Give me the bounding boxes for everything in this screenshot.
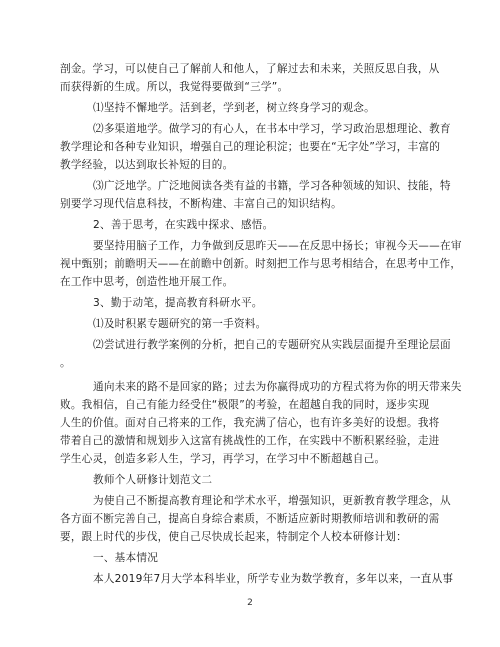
text-line: 视中甄别；前瞻明天——在前瞻中创新。时刻把工作与思考相结合，在思考中工作，	[60, 258, 462, 270]
text-line: 学生心灵，创造多彩人生，学习，再学习，在学习中不断超越自己。	[60, 453, 386, 465]
text-line: 各方面不断完善自己，提高自身综合素质，不断适应新时期教师培训和教研的需	[60, 513, 440, 525]
text-line: 剖金。学习，可以使自己了解前人和他人，了解过去和未来，关照反思自我，从	[60, 63, 440, 75]
section-heading: 2、善于思考，在实践中探求、感悟。	[93, 219, 274, 231]
text-line: 要坚持用脑子工作，力争做到反思昨天——在反思中扬长；审视今天——在审	[93, 240, 462, 252]
text-line: 教学经验，以达到取长补短的目的。	[60, 159, 234, 171]
page-number: 2	[247, 598, 253, 608]
text-line: ⑵尝试进行教学案例的分析，把自己的专题研究从实践层面提升至理论层面	[93, 339, 451, 351]
text-line: 。	[60, 357, 71, 369]
text-line: 在工作中思考，创造性地开展工作。	[60, 276, 234, 288]
text-line: 本人2019年7月大学本科毕业，所学专业为数学教育，多年以来，一直从事	[93, 573, 454, 585]
text-line: 要，跟上时代的步伐，使自己尽快成长起来，特制定个人校本研修计划：	[60, 531, 407, 543]
text-line: ⑶广泛地学。广泛地阅读各类有益的书籍，学习各种领域的知识、技能，特	[93, 180, 451, 192]
text-line: 带着自己的激情和规划步入这富有挑战性的工作，在实践中不断积累经验，走进	[60, 435, 440, 447]
text-line: 为使自己不断提高教育理论和学术水平，增强知识，更新教育教学理念，从	[93, 495, 451, 507]
text-line: 而获得新的生成。所以，我觉得要做到“三学”。	[60, 81, 289, 93]
text-line: 通向未来的路不是回家的路；过去为你赢得成功的方程式将为你的明天带来失	[93, 381, 462, 393]
section-heading: 3、勤于动笔，提高教育科研水平。	[93, 297, 263, 309]
article-title: 教师个人研修计划范文二	[93, 474, 213, 486]
text-line: ⑴坚持不懈地学。活到老，学到老，树立终身学习的观念。	[93, 102, 375, 114]
text-line: ⑴及时积累专题研究的第一手资料。	[93, 318, 267, 330]
section-heading: 一、基本情况	[93, 552, 159, 564]
text-line: 别要学习现代信息科技，不断构建、丰富自己的知识结构。	[60, 198, 342, 210]
text-line: 教学理论和各种专业知识，增强自己的理论积淀；也要在“无字处”学习，丰富的	[60, 141, 441, 153]
text-line: ⑵多渠道地学。做学习的有心人，在书本中学习，学习政治思想理论、教育	[93, 123, 451, 135]
text-line: 败。我相信，自己有能力经受住“极限”的考验，在超越自我的同时，逐步实现	[60, 399, 430, 411]
text-line: 人生的价值。面对自己将来的工作，我充满了信心，也有许多美好的设想。我将	[60, 417, 440, 429]
